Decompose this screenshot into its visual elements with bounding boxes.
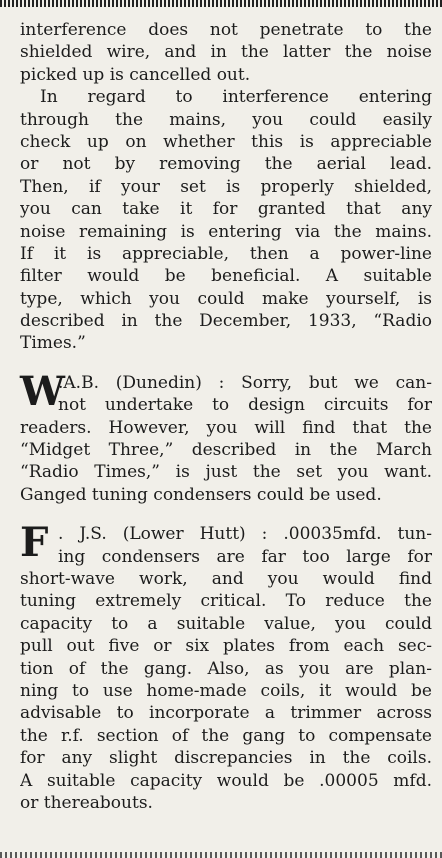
text-line: not undertake to design circuits for	[58, 395, 432, 416]
text-line: Ganged tuning condensers could be used.	[20, 484, 382, 505]
answer-wab-dunedin	[20, 367, 432, 506]
text-line: ing condensers are far too large for	[58, 546, 432, 567]
drop-cap-initial: W	[20, 367, 65, 415]
text-line: ning to use home-made coils, it would be	[20, 680, 432, 701]
bottom-column-rule	[0, 852, 442, 858]
text-line: noise remaining is entering via the mains.	[20, 221, 432, 242]
text-line: Times.”	[20, 333, 86, 354]
text-line: tuning extremely critical. To reduce the	[20, 591, 432, 612]
text-line: In regard to interference entering	[40, 87, 432, 108]
answer-fjs-lower-hutt	[20, 519, 432, 814]
text-line: capacity to a suitable value, you could	[20, 613, 432, 634]
text-line: you can take it for granted that any	[20, 199, 432, 220]
paragraph-continued	[20, 19, 432, 86]
paragraph-gap	[20, 355, 432, 372]
text-line: type, which you could make yourself, is	[20, 288, 432, 309]
text-line: . J.S. (Lower Hutt) : .00035mfd. tun-	[58, 524, 432, 545]
text-line: “Radio Times,” is just the set you want.	[20, 462, 432, 483]
text-line: filter would be beneficial. A suitable	[20, 266, 432, 287]
text-line: pull out five or six plates from each sec-	[20, 636, 432, 657]
text-line: or not by removing the aerial lead.	[20, 154, 432, 175]
text-line: readers. However, you will find that the	[20, 417, 432, 438]
text-line: short-wave work, and you would find	[20, 568, 432, 589]
text-line: If it is appreciable, then a power-line	[20, 243, 432, 264]
text-line: interference does not penetrate to the	[20, 20, 432, 40]
text-line: the r.f. section of the gang to compensate	[20, 725, 432, 746]
text-line: A suitable capacity would be .00005 mfd.	[20, 770, 432, 791]
text-line: picked up is cancelled out.	[20, 64, 251, 85]
text-line: Then, if your set is properly shielded,	[20, 176, 432, 197]
article-column	[20, 19, 432, 814]
text-line: advisable to incorporate a trimmer across	[20, 703, 432, 724]
text-line: .A.B. (Dunedin) : Sorry, but we can-	[58, 372, 432, 393]
text-line: for any slight discrepancies in the coils.	[20, 748, 432, 769]
top-column-rule	[0, 0, 442, 7]
text-line: shielded wire, and in the latter the noise	[20, 42, 432, 63]
text-line: described in the December, 1933, “Radio	[20, 311, 432, 332]
text-line: check up on whether this is appreciable	[20, 131, 432, 152]
text-line: through the mains, you could easily	[20, 109, 432, 130]
paragraph-gap	[20, 506, 432, 523]
drop-cap-initial: F	[20, 519, 49, 567]
paragraph-mains-interference	[20, 86, 432, 355]
text-line: “Midget Three,” described in the March	[20, 440, 432, 461]
text-line: tion of the gang. Also, as you are plan-	[20, 658, 432, 679]
text-line: or thereabouts.	[20, 792, 153, 813]
